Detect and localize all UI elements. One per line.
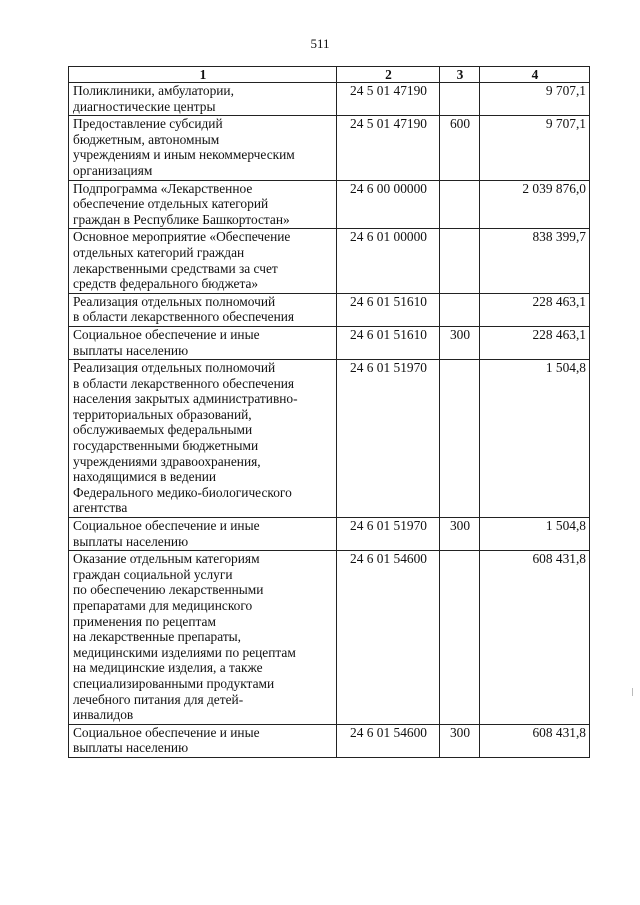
row-name-line: выплаты населению (73, 533, 189, 549)
row-name-line: территориальных образований, (73, 406, 252, 422)
row-name-cell (69, 360, 337, 518)
row-kind-cell: 300 (440, 518, 480, 551)
row-amount-cell: 2 039 876,0 (480, 180, 590, 229)
row-name-line: государственными бюджетными (73, 438, 259, 454)
row-name-line: находящимися в ведении (73, 469, 217, 485)
row-name-line: препаратами для медицинского (73, 598, 253, 613)
row-kind-cell (440, 83, 480, 116)
row-name-line: лекарственными средствами за счет (73, 260, 278, 276)
table-row (69, 326, 590, 359)
row-name-line: применения по рецептам (73, 613, 216, 629)
table-header-row (69, 67, 590, 83)
row-name-line: средств федерального бюджета» (73, 276, 259, 292)
row-name-cell (69, 724, 337, 757)
row-name-line: выплаты населению (73, 740, 189, 756)
table-row (69, 360, 590, 518)
row-name-line: Социальное обеспечение и иные (73, 326, 260, 342)
row-name-cell (69, 116, 337, 180)
row-name-line: Реализация отдельных полномочий (73, 293, 276, 309)
row-name-line: агентства (73, 500, 128, 516)
row-amount-cell: 1 504,8 (480, 518, 590, 551)
row-name-line: бюджетным, автономным (73, 131, 220, 147)
row-name-cell (69, 293, 337, 326)
table-row (69, 293, 590, 326)
row-name-line: специализированными продуктами (73, 675, 275, 691)
row-name-line: на медицинские изделия, а также (73, 660, 263, 676)
row-name-cell (69, 180, 337, 229)
row-amount-cell: 838 399,7 (480, 229, 590, 293)
row-name-cell (69, 518, 337, 551)
row-name-line: Реализация отдельных полномочий (73, 360, 276, 376)
scan-margin-mark (632, 688, 633, 696)
row-code-cell: 24 6 01 54600 (337, 724, 440, 757)
row-name-line: учреждениями здравоохранения, (73, 453, 261, 469)
row-code-cell: 24 6 00 00000 (337, 180, 440, 229)
column-header-2: 2 (337, 67, 440, 83)
row-name-line: медицинскими изделиями по рецептам (73, 644, 296, 660)
row-name-line: выплаты населению (73, 342, 189, 358)
row-name-cell (69, 83, 337, 116)
row-name-line: в области лекарственного обеспечения (73, 375, 295, 391)
row-kind-cell: 300 (440, 724, 480, 757)
row-amount-cell: 228 463,1 (480, 293, 590, 326)
row-name-line: обеспечение отдельных категорий (73, 196, 269, 212)
column-header-4: 4 (480, 67, 590, 83)
row-name-line: Основное мероприятие «Обеспечение (73, 229, 291, 245)
column-header-3: 3 (440, 67, 480, 83)
row-name-line: организациям (73, 162, 153, 178)
row-name-line: в области лекарственного обеспечения (73, 309, 295, 325)
row-code-cell: 24 5 01 47190 (337, 83, 440, 116)
row-name-line: отдельных категорий граждан (73, 244, 245, 260)
page-number: 511 (310, 36, 330, 51)
row-amount-cell: 608 431,8 (480, 551, 590, 725)
row-name-line: Подпрограмма «Лекарственное (73, 180, 253, 196)
row-amount-cell: 608 431,8 (480, 724, 590, 757)
row-name-cell (69, 326, 337, 359)
table-row (69, 83, 590, 116)
row-name-line: граждан в Республике Башкортостан» (73, 211, 290, 227)
row-kind-cell (440, 293, 480, 326)
table-row (69, 229, 590, 293)
row-name-line: Федерального медико-биологического (73, 484, 292, 500)
row-code-cell: 24 6 01 51610 (337, 293, 440, 326)
row-code-cell: 24 6 01 51970 (337, 518, 440, 551)
row-code-cell: 24 6 01 54600 (337, 551, 440, 725)
row-kind-cell (440, 360, 480, 518)
row-amount-cell: 9 707,1 (480, 116, 590, 180)
row-kind-cell (440, 229, 480, 293)
row-name-line: Социальное обеспечение и иные (73, 724, 260, 740)
row-name-cell (69, 229, 337, 293)
budget-table (68, 66, 590, 758)
row-name-line: Предоставление субсидий (73, 116, 223, 132)
row-kind-cell (440, 551, 480, 725)
row-name-line: диагностические центры (73, 98, 216, 114)
row-name-line: инвалидов (73, 707, 134, 723)
table-row (69, 180, 590, 229)
row-name-line: населения закрытых административно- (73, 391, 298, 407)
row-name-line: Социальное обеспечение и иные (73, 518, 260, 534)
row-name-line: по обеспечению лекарственными (73, 582, 264, 598)
row-name-line: обслуживаемых федеральными (73, 422, 253, 438)
row-code-cell: 24 6 01 51610 (337, 326, 440, 359)
row-name-line: лечебного питания для детей- (73, 691, 244, 707)
table-row (69, 518, 590, 551)
row-amount-cell: 1 504,8 (480, 360, 590, 518)
table-row (69, 724, 590, 757)
row-name-cell (69, 551, 337, 725)
table-row (69, 551, 590, 725)
row-name-line: Оказание отдельным категориям (73, 551, 260, 567)
column-header-1: 1 (69, 67, 337, 83)
row-name-line: на лекарственные препараты, (73, 629, 242, 645)
row-name-line: Поликлиники, амбулатории, (73, 83, 234, 98)
table-row (69, 116, 590, 180)
row-code-cell: 24 5 01 47190 (337, 116, 440, 180)
row-kind-cell: 600 (440, 116, 480, 180)
row-amount-cell: 228 463,1 (480, 326, 590, 359)
row-name-line: граждан социальной услуги (73, 566, 233, 582)
row-amount-cell: 9 707,1 (480, 83, 590, 116)
row-code-cell: 24 6 01 00000 (337, 229, 440, 293)
row-name-line: учреждениям и иным некоммерческим (73, 147, 295, 163)
table-body (69, 83, 590, 758)
row-kind-cell: 300 (440, 326, 480, 359)
row-code-cell: 24 6 01 51970 (337, 360, 440, 518)
row-kind-cell (440, 180, 480, 229)
